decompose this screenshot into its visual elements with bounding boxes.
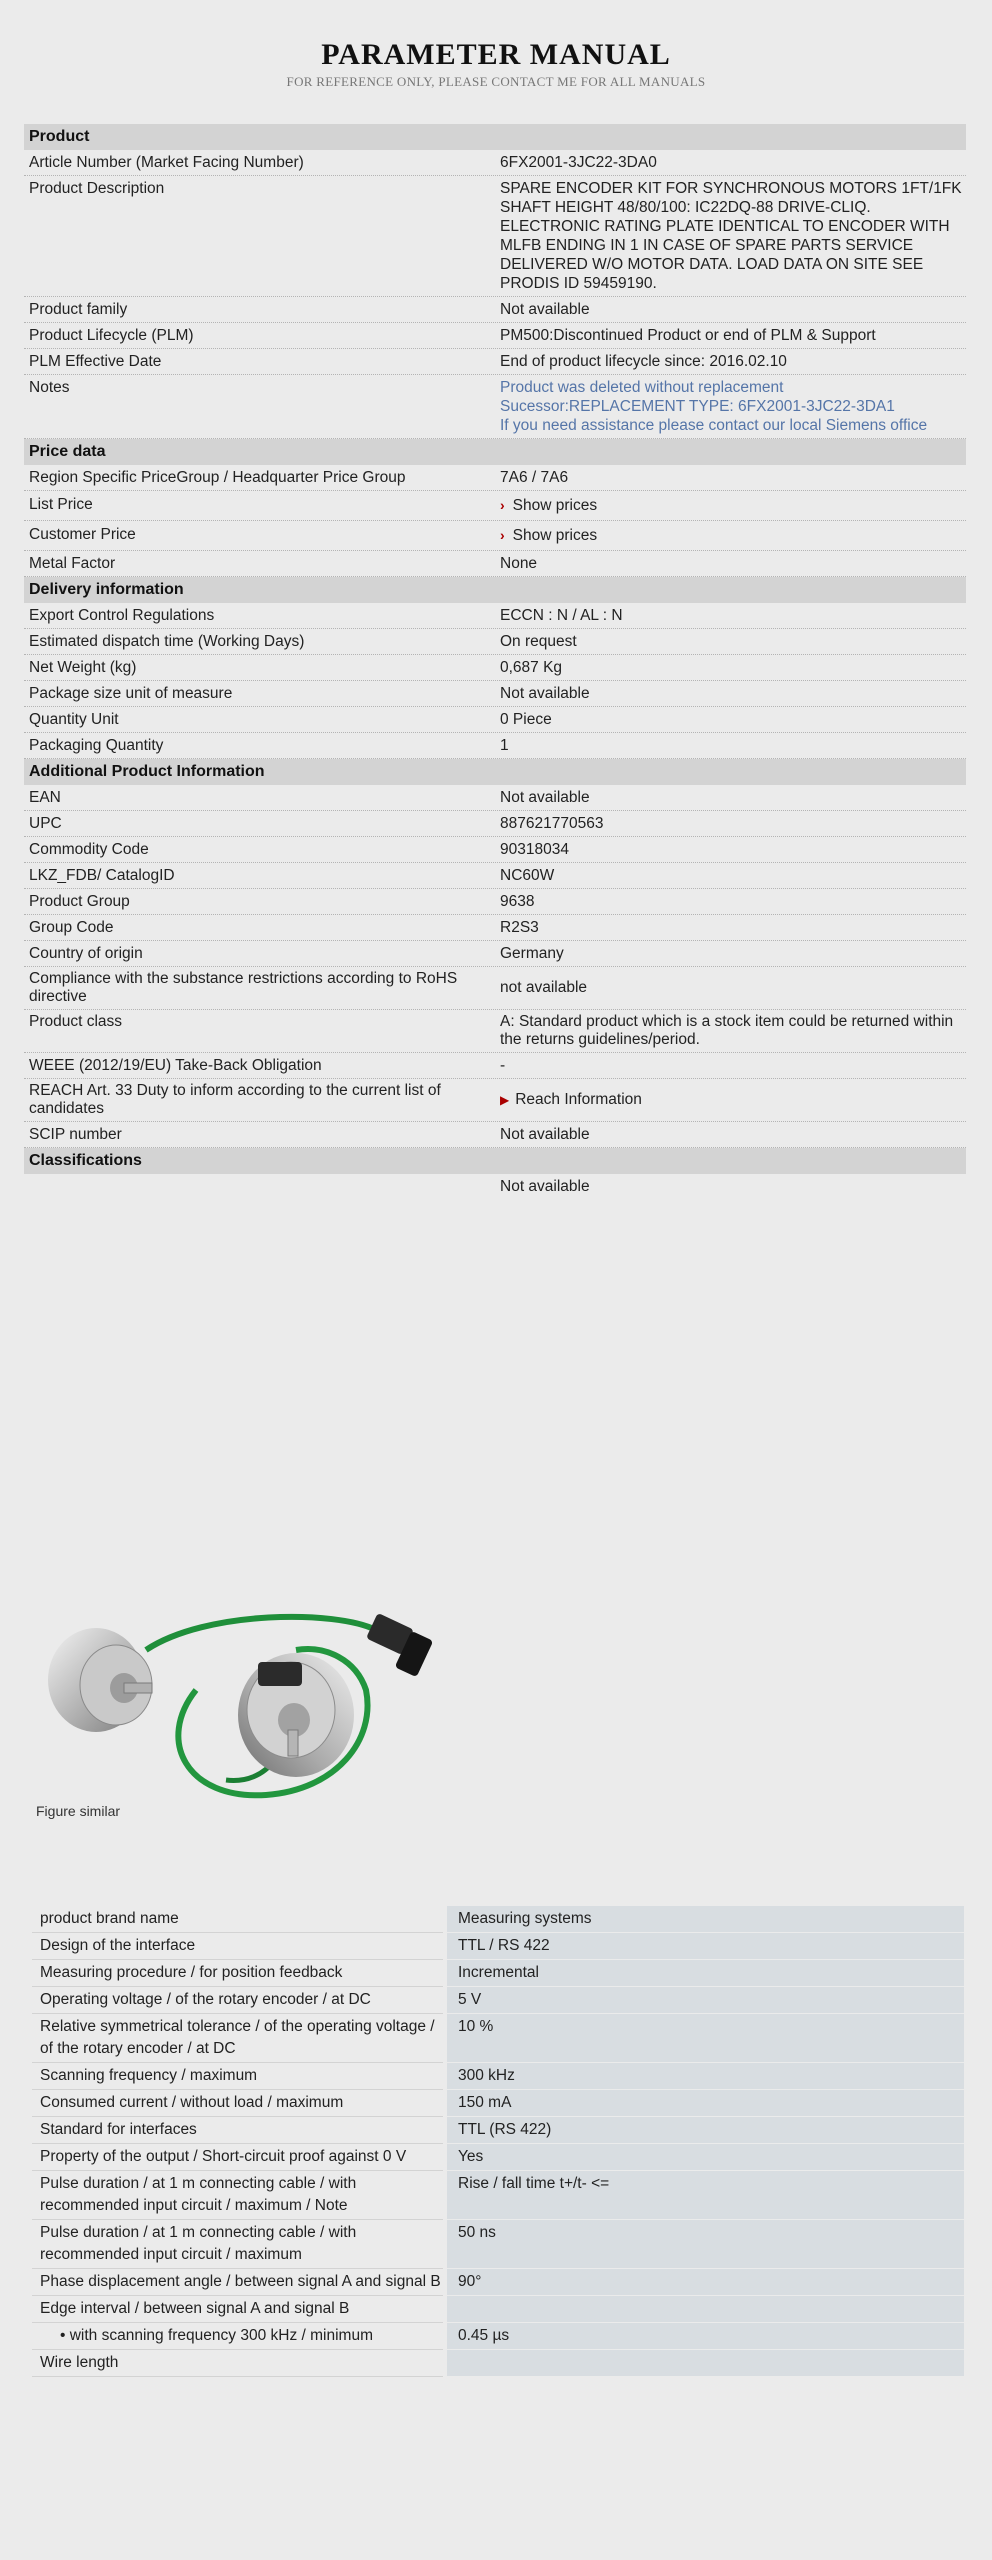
tech-row-value: Yes bbox=[447, 2144, 964, 2171]
row-reach: REACH Art. 33 Duty to inform according to the current list of candidates ▶ Reach Information bbox=[24, 1079, 966, 1122]
row-product-family: Product family Not available bbox=[24, 297, 966, 323]
row-packaging-quantity: Packaging Quantity 1 bbox=[24, 733, 966, 759]
tech-row-value: TTL (RS 422) bbox=[447, 2117, 964, 2144]
row-product-class: Product class A: Standard product which is a stock item could be returned within the returns guidelines/period. bbox=[24, 1010, 966, 1053]
tech-row-label: Pulse duration / at 1 m connecting cable / with recommended input circuit / maximum / Note bbox=[32, 2171, 443, 2220]
row-upc: UPC 887621770563 bbox=[24, 811, 966, 837]
row-quantity-unit: Quantity Unit 0 Piece bbox=[24, 707, 966, 733]
section-product: Product bbox=[24, 124, 966, 150]
section-classifications: Classifications bbox=[24, 1148, 966, 1174]
tech-row-label: Operating voltage / of the rotary encoder / at DC bbox=[32, 1987, 443, 2014]
section-additional-info: Additional Product Information bbox=[24, 759, 966, 785]
tech-row-label: Pulse duration / at 1 m connecting cable / with recommended input circuit / maximum bbox=[32, 2220, 443, 2269]
tech-row bbox=[32, 2014, 964, 2063]
tech-row bbox=[32, 2269, 964, 2296]
notes-text[interactable]: Product was deleted without replacement Sucessor:REPLACEMENT TYPE: 6FX2001-3JC22-3DA1 If you need assistance please contact our local Siemens office bbox=[500, 379, 928, 434]
reach-information-link[interactable]: ▶ Reach Information bbox=[500, 1091, 642, 1108]
tech-row-label: • with scanning frequency 300 kHz / minimum bbox=[32, 2323, 443, 2350]
tech-row-label: Measuring procedure / for position feedback bbox=[32, 1960, 443, 1987]
tech-row bbox=[32, 1933, 964, 1960]
row-product-group: Product Group 9638 bbox=[24, 889, 966, 915]
row-ean: EAN Not available bbox=[24, 785, 966, 811]
tech-row-value: Incremental bbox=[447, 1960, 964, 1987]
row-metal-factor: Metal Factor None bbox=[24, 551, 966, 577]
row-country-of-origin: Country of origin Germany bbox=[24, 941, 966, 967]
tech-row-value: 90° bbox=[447, 2269, 964, 2296]
tech-row bbox=[32, 2171, 964, 2220]
row-region-price-group: Region Specific PriceGroup / Headquarter Price Group 7A6 / 7A6 bbox=[24, 465, 966, 491]
tech-row bbox=[32, 1906, 964, 1933]
figure-caption: Figure similar bbox=[36, 1803, 121, 1819]
row-product-lifecycle: Product Lifecycle (PLM) PM500:Discontinued Product or end of PLM & Support bbox=[24, 323, 966, 349]
customer-price-link[interactable]: › Show prices bbox=[500, 527, 598, 544]
row-list-price: List Price › Show prices bbox=[24, 491, 966, 521]
row-commodity-code: Commodity Code 90318034 bbox=[24, 837, 966, 863]
tech-row-label: product brand name bbox=[32, 1906, 443, 1933]
tech-row-value bbox=[447, 2296, 964, 2323]
tech-row-label: Scanning frequency / maximum bbox=[32, 2063, 443, 2090]
row-notes: Notes Product was deleted without replacement Sucessor:REPLACEMENT TYPE: 6FX2001-3JC22-3DA1 If you need assistance please contact our local Siemens office bbox=[24, 375, 966, 439]
tech-row-value: 150 mA bbox=[447, 2090, 964, 2117]
row-weee: WEEE (2012/19/EU) Take-Back Obligation - bbox=[24, 1053, 966, 1079]
row-group-code: Group Code R2S3 bbox=[24, 915, 966, 941]
tech-row bbox=[32, 2090, 964, 2117]
tech-row bbox=[32, 2296, 964, 2323]
row-customer-price: Customer Price › Show prices bbox=[24, 521, 966, 551]
row-product-description: Product Description SPARE ENCODER KIT FOR SYNCHRONOUS MOTORS 1FT/1FK SHAFT HEIGHT 48/80/100: IC22DQ-88 DRIVE-CLIQ. ELECTRONIC RATING PLATE IDENTICAL TO ENCODER WITH MLFB ENDING IN 1 IN CASE OF SPARE PARTS SERVICE DELIVERED W/O MOTOR DATA. LOAD DATA ON SITE SEE PRODIS ID 59459190. bbox=[24, 176, 966, 297]
tech-row-label: Design of the interface bbox=[32, 1933, 443, 1960]
tech-row bbox=[32, 2350, 964, 2377]
chevron-right-icon: › bbox=[500, 527, 505, 543]
tech-row-value: TTL / RS 422 bbox=[447, 1933, 964, 1960]
tech-row-label: Relative symmetrical tolerance / of the operating voltage / of the rotary encoder / at DC bbox=[32, 2014, 443, 2063]
page-title: PARAMETER MANUAL bbox=[321, 38, 671, 71]
tech-row bbox=[32, 2323, 964, 2350]
row-package-size: Package size unit of measure Not available bbox=[24, 681, 966, 707]
row-plm-date: PLM Effective Date End of product lifecycle since: 2016.02.10 bbox=[24, 349, 966, 375]
tech-row-label: Property of the output / Short-circuit proof against 0 V bbox=[32, 2144, 443, 2171]
section-price-data: Price data bbox=[24, 439, 966, 465]
tech-row-label: Phase displacement angle / between signal A and signal B bbox=[32, 2269, 443, 2296]
row-article-number: Article Number (Market Facing Number) 6FX2001-3JC22-3DA0 bbox=[24, 150, 966, 176]
tech-row-value bbox=[447, 2350, 964, 2377]
row-catalog-id: LKZ_FDB/ CatalogID NC60W bbox=[24, 863, 966, 889]
spec-table bbox=[24, 124, 966, 1204]
list-price-link[interactable]: › Show prices bbox=[500, 497, 598, 514]
tech-row-value: Measuring systems bbox=[447, 1906, 964, 1933]
tech-row-label: Standard for interfaces bbox=[32, 2117, 443, 2144]
row-scip: SCIP number Not available bbox=[24, 1122, 966, 1148]
row-rohs: Compliance with the substance restrictions according to RoHS directive not available bbox=[24, 967, 966, 1010]
chevron-right-icon: › bbox=[500, 497, 505, 513]
tech-row-label: Wire length bbox=[32, 2350, 443, 2377]
tech-row bbox=[32, 1960, 964, 1987]
tech-row-label: Consumed current / without load / maximum bbox=[32, 2090, 443, 2117]
tech-row-label: Edge interval / between signal A and signal B bbox=[32, 2296, 443, 2323]
triangle-right-icon: ▶ bbox=[500, 1093, 510, 1107]
product-image bbox=[36, 1590, 456, 1820]
classifications-value: Not available bbox=[500, 1178, 590, 1195]
section-delivery: Delivery information bbox=[24, 577, 966, 603]
tech-row bbox=[32, 2117, 964, 2144]
tech-row-value: Rise / fall time t+/t- <= bbox=[447, 2171, 964, 2220]
tech-row-value: 300 kHz bbox=[447, 2063, 964, 2090]
tech-row-value: 50 ns bbox=[447, 2220, 964, 2269]
tech-row-value: 10 % bbox=[447, 2014, 964, 2063]
tech-row bbox=[32, 2144, 964, 2171]
technical-data-table bbox=[32, 1906, 964, 2377]
tech-row bbox=[32, 2063, 964, 2090]
tech-row-value: 5 V bbox=[447, 1987, 964, 2014]
tech-row bbox=[32, 1987, 964, 2014]
page-subtitle: FOR REFERENCE ONLY, PLEASE CONTACT ME FOR ALL MANUALS bbox=[286, 74, 706, 89]
row-export-control: Export Control Regulations ECCN : N / AL : N bbox=[24, 603, 966, 629]
row-net-weight: Net Weight (kg) 0,687 Kg bbox=[24, 655, 966, 681]
tech-row bbox=[32, 2220, 964, 2269]
row-dispatch-time: Estimated dispatch time (Working Days) On request bbox=[24, 629, 966, 655]
tech-row-value: 0.45 µs bbox=[447, 2323, 964, 2350]
